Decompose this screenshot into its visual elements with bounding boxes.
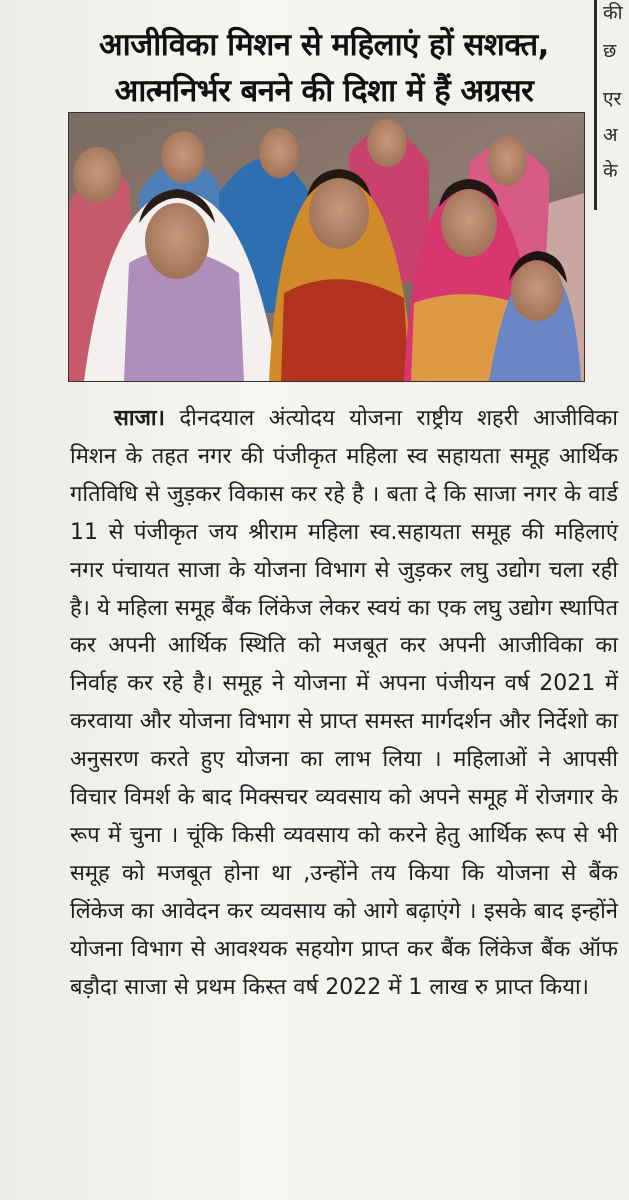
headline-line-1: आजीविका मिशन से महिलाएं हों सशक्त, xyxy=(99,27,549,63)
news-photo xyxy=(68,112,585,382)
article-text: दीनदयाल अंत्योदय योजना राष्ट्रीय शहरी आजीविका मिशन के तहत नगर की पंजीकृत महिला स्व सहायता समूह आर्थिक गतिविधि से जुड़कर विकास कर रहे है । बता दे कि साजा नगर के वार्ड 11 से पंजीकृत जय श्रीराम महिला स्व.सहायता समूह की महिलाएं नगर पंचायत साजा के योजना विभाग से जुड़कर लघु उद्योग चला रही है। ये महिला समूह बैंक लिंकेज लेकर स्वयं का एक लघु उद्योग स्थापित कर अपनी आर्थिक स्थिति को मजबूत कर अपनी आजीविका का निर्वाह कर रहे है। समूह ने योजना में अपना पंजीयन वर्ष 2021 में करवाया और योजना विभाग से प्राप्त समस्त मार्गदर्शन और निर्देशो का अनुसरण करते हुए योजना का लाभ लिया । महिलाओं ने आपसी विचार विमर्श के बाद मिक्सचर व्यवसाय को अपने समूह में रोजगार के रूप में चुना । चूंकि किसी व्यवसाय को करने हेतु आर्थिक रूप से भी समूह को मजबूत होना था ,उन्होंने तय किया कि योजना से बैंक लिंकेज का आवेदन कर व्यवसाय को आगे बढ़ाएंगे । इसके बाद इन्होंने योजना विभाग से आवश्यक सहयोग प्राप्त कर बैंक लिंकेज बैंक ऑफ बड़ौदा साजा से प्रथम किस्त वर्ष 2022 में 1 लाख रु प्राप्त किया। xyxy=(70,406,618,1000)
group-photo-of-women-icon xyxy=(69,113,584,381)
adjacent-line: एर xyxy=(603,88,622,110)
column-divider xyxy=(594,0,597,210)
adjacent-line: के xyxy=(603,160,618,182)
article-dateline: साजा। xyxy=(114,406,165,431)
headline-line-2: आत्मनिर्भर बनने की दिशा में हैं अग्रसर xyxy=(114,73,534,109)
article-body xyxy=(70,400,618,1007)
headline xyxy=(64,22,584,114)
adjacent-line: की xyxy=(603,2,623,24)
adjacent-line: छ xyxy=(603,40,617,62)
adjacent-line: अ xyxy=(603,124,618,146)
